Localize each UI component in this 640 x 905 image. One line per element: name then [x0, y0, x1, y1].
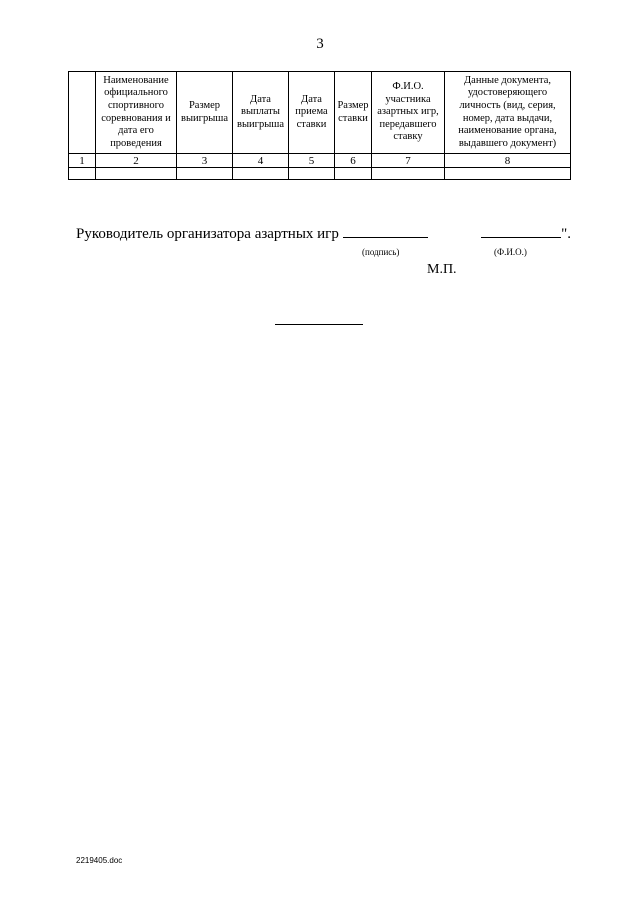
table-row — [69, 168, 571, 180]
column-number: 4 — [233, 154, 289, 168]
seal-mark: М.П. — [427, 262, 457, 277]
signature-blank — [343, 236, 428, 238]
page-number: 3 — [316, 36, 324, 52]
column-number: 6 — [335, 154, 372, 168]
signature-caption: (подпись) — [362, 247, 400, 257]
header-cell-win-amount: Размер выигрыша — [177, 72, 233, 154]
column-number: 7 — [372, 154, 445, 168]
table-cell — [289, 168, 335, 180]
closing-quote: ". — [561, 226, 571, 242]
table-cell — [445, 168, 571, 180]
table-cell — [233, 168, 289, 180]
name-caption: (Ф.И.О.) — [494, 247, 527, 257]
column-number: 3 — [177, 154, 233, 168]
signature-line — [76, 226, 571, 243]
table-cell — [177, 168, 233, 180]
header-cell-id-document: Данные документа, удостоверяющего личность (вид, серия, номер, дата выдачи, наименование органа, выдавшего документ) — [445, 72, 571, 154]
table-cell — [69, 168, 96, 180]
separator-line — [275, 324, 363, 325]
footer-filename: 2219405.doc — [76, 856, 123, 865]
column-number: 5 — [289, 154, 335, 168]
header-cell-bet-amount: Размер ставки — [335, 72, 372, 154]
header-row — [69, 72, 571, 154]
column-number: 2 — [96, 154, 177, 168]
column-number: 8 — [445, 154, 571, 168]
table-cell — [372, 168, 445, 180]
header-cell-participant-name: Ф.И.О. участника азартных игр, передавшего ставку — [372, 72, 445, 154]
signatory-title: Руководитель организатора азартных игр — [76, 226, 339, 242]
header-cell-payout-date: Дата выплаты выигрыша — [233, 72, 289, 154]
header-cell-index — [69, 72, 96, 154]
column-number: 1 — [69, 154, 96, 168]
name-blank — [481, 236, 561, 238]
table-cell — [335, 168, 372, 180]
header-cell-competition: Наименование официального спортивного соревнования и дата его проведения — [96, 72, 177, 154]
column-number-row — [69, 154, 571, 168]
table-cell — [96, 168, 177, 180]
header-cell-bet-date: Дата приема ставки — [289, 72, 335, 154]
report-table — [68, 71, 571, 180]
